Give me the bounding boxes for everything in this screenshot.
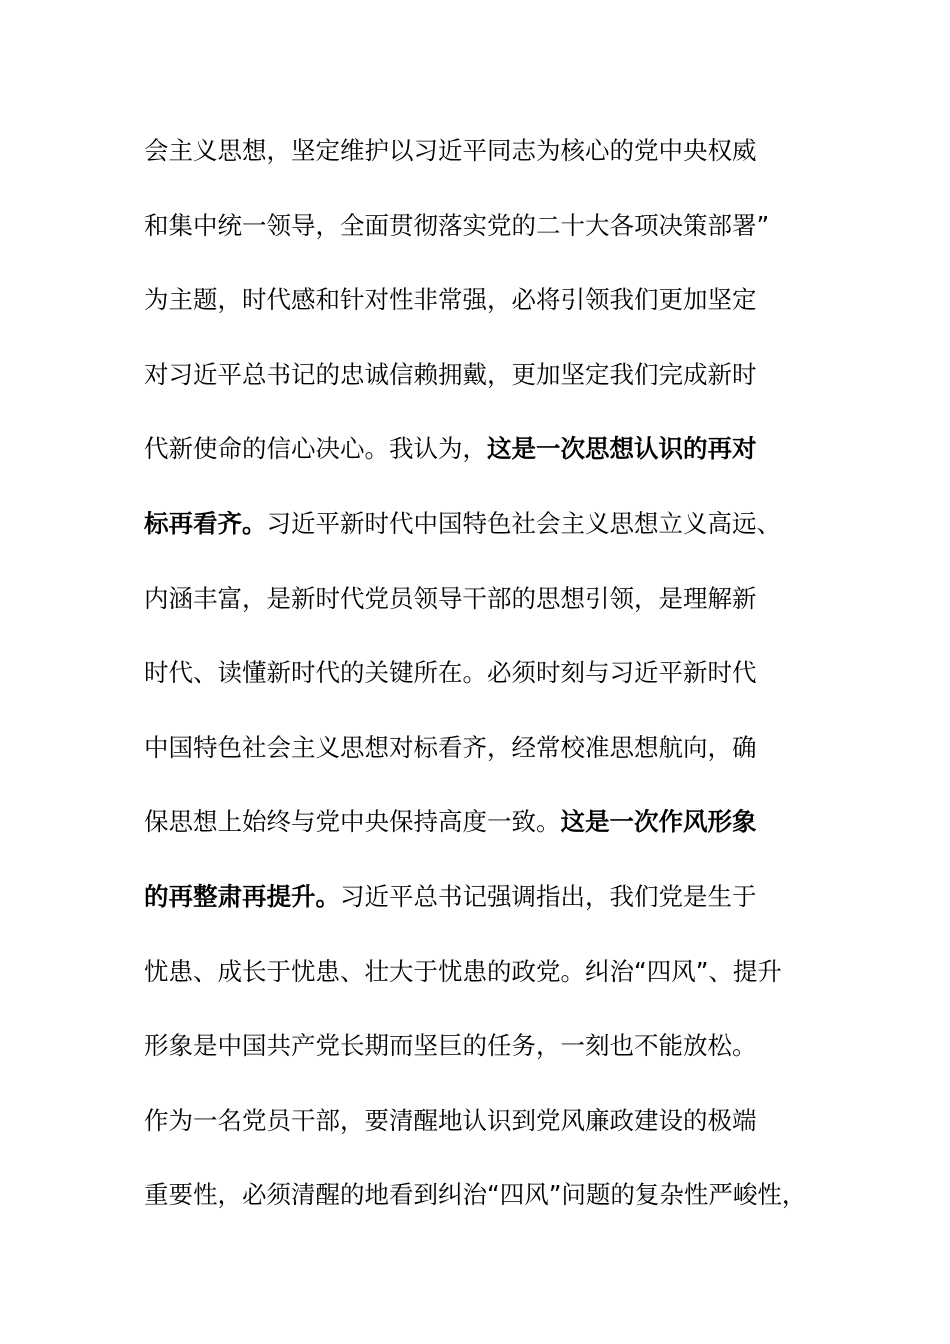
text-line-15 xyxy=(144,1158,834,1233)
text-line-12 xyxy=(144,935,834,1010)
text-line-7 xyxy=(144,562,834,637)
line-text: 和集中统一领导，全面贯彻落实党的二十大各项决策部署” xyxy=(144,210,770,240)
line-text: 代新使命的信心决心。我认为， xyxy=(144,434,487,464)
text-line-2 xyxy=(144,189,834,264)
line-text: 重要性，必须清醒的地看到纠治“四风”问题的复杂性严峻性， xyxy=(144,1180,807,1210)
bold-heading-text: 这是一次思想认识的再对 xyxy=(487,434,757,464)
line-text: 习近平总书记强调指出，我们党是生于 xyxy=(340,881,757,911)
text-line-9 xyxy=(144,711,834,786)
text-line-4 xyxy=(144,338,834,413)
text-line-8 xyxy=(144,636,834,711)
bold-heading-text: 的再整肃再提升。 xyxy=(144,881,340,911)
line-text: 对习近平总书记的忠诚信赖拥戴，更加坚定我们完成新时 xyxy=(144,359,757,389)
document-body xyxy=(144,114,834,1233)
text-line-5 xyxy=(144,412,834,487)
text-line-3 xyxy=(144,263,834,338)
line-text: 时代、读懂新时代的关键所在。必须时刻与习近平新时代 xyxy=(144,658,757,688)
text-line-11 xyxy=(144,860,834,935)
text-line-14 xyxy=(144,1084,834,1159)
bold-heading-text: 这是一次作风形象 xyxy=(560,807,757,837)
text-line-13 xyxy=(144,1009,834,1084)
text-line-6 xyxy=(144,487,834,562)
line-text: 忧患、成长于忧患、壮大于忧患的政党。纠治“四风”、提升 xyxy=(144,956,782,986)
line-text: 内涵丰富，是新时代党员领导干部的思想引领，是理解新 xyxy=(144,583,757,613)
line-text: 保思想上始终与党中央保持高度一致。 xyxy=(144,807,561,837)
line-text: 习近平新时代中国特色社会主义思想立义高远、 xyxy=(266,508,781,538)
line-text: 中国特色社会主义思想对标看齐，经常校准思想航向，确 xyxy=(144,732,757,762)
line-text: 形象是中国共产党长期而坚巨的任务，一刻也不能放松。 xyxy=(144,1031,757,1061)
line-text: 为主题，时代感和针对性非常强，必将引领我们更加坚定 xyxy=(144,285,757,315)
line-text: 会主义思想，坚定维护以习近平同志为核心的党中央权威 xyxy=(144,136,757,165)
text-line-10 xyxy=(144,785,834,860)
text-line-1 xyxy=(144,114,834,189)
bold-heading-text: 标再看齐。 xyxy=(144,508,267,538)
line-text: 作为一名党员干部，要清醒地认识到党风廉政建设的极端 xyxy=(144,1105,757,1135)
